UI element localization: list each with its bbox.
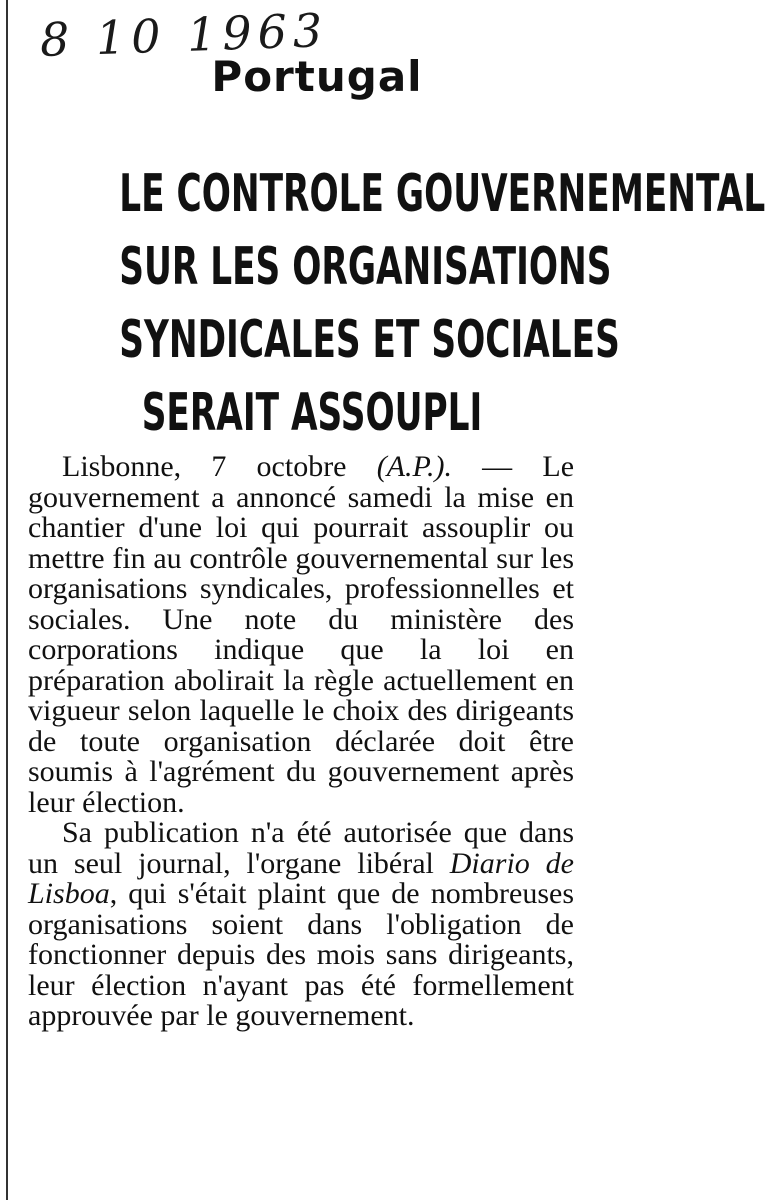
- paragraph-2-text-after: , qui s'était plaint que de nombreuses organisations soient dans l'obligation de fonctionner depuis des mois sans dirigeants, leur élection n'ayant pas été formellement approuvée par le gouvernement.: [28, 877, 574, 1032]
- dateline: Lisbonne, 7 octobre: [62, 450, 347, 483]
- headline-line-2: SUR LES ORGANISATIONS: [119, 237, 612, 297]
- headline-line-1: LE CONTROLE GOUVERNEMENTAL: [119, 164, 765, 224]
- article-paragraph-1: [28, 452, 574, 818]
- newspaper-name: Diario de Lisboa: [28, 846, 574, 910]
- headline-line-3: SYNDICALES ET SOCIALES: [119, 310, 620, 370]
- section-title: Portugal: [211, 52, 423, 101]
- article-paragraph-2: [28, 818, 574, 1032]
- paragraph-1-text: — Le gouvernement a annoncé samedi la mise en chantier d'une loi qui pourrait assouplir ou mettre fin au contrôle gouvernemental sur les organisations syndicales, professionnelles et sociales. Une note du ministère des corporations indique que la loi en préparation abolirait la règle actuellement en vigueur selon laquelle le choix des dirigeants de toute organisation déclarée doit être soumis à l'agrément du gouvernement après leur élection.: [28, 450, 575, 819]
- headline: [119, 158, 765, 450]
- paragraph-2-text-before: Sa publication n'a été autorisée que dans un seul journal, l'organe libéral: [28, 816, 574, 880]
- article-body: [28, 452, 574, 1032]
- left-border-rule: [6, 0, 8, 1200]
- headline-line-4: SERAIT ASSOUPLI: [141, 383, 483, 443]
- agency-credit: (A.P.).: [376, 450, 452, 483]
- handwritten-date: 8 10 1963: [39, 2, 329, 68]
